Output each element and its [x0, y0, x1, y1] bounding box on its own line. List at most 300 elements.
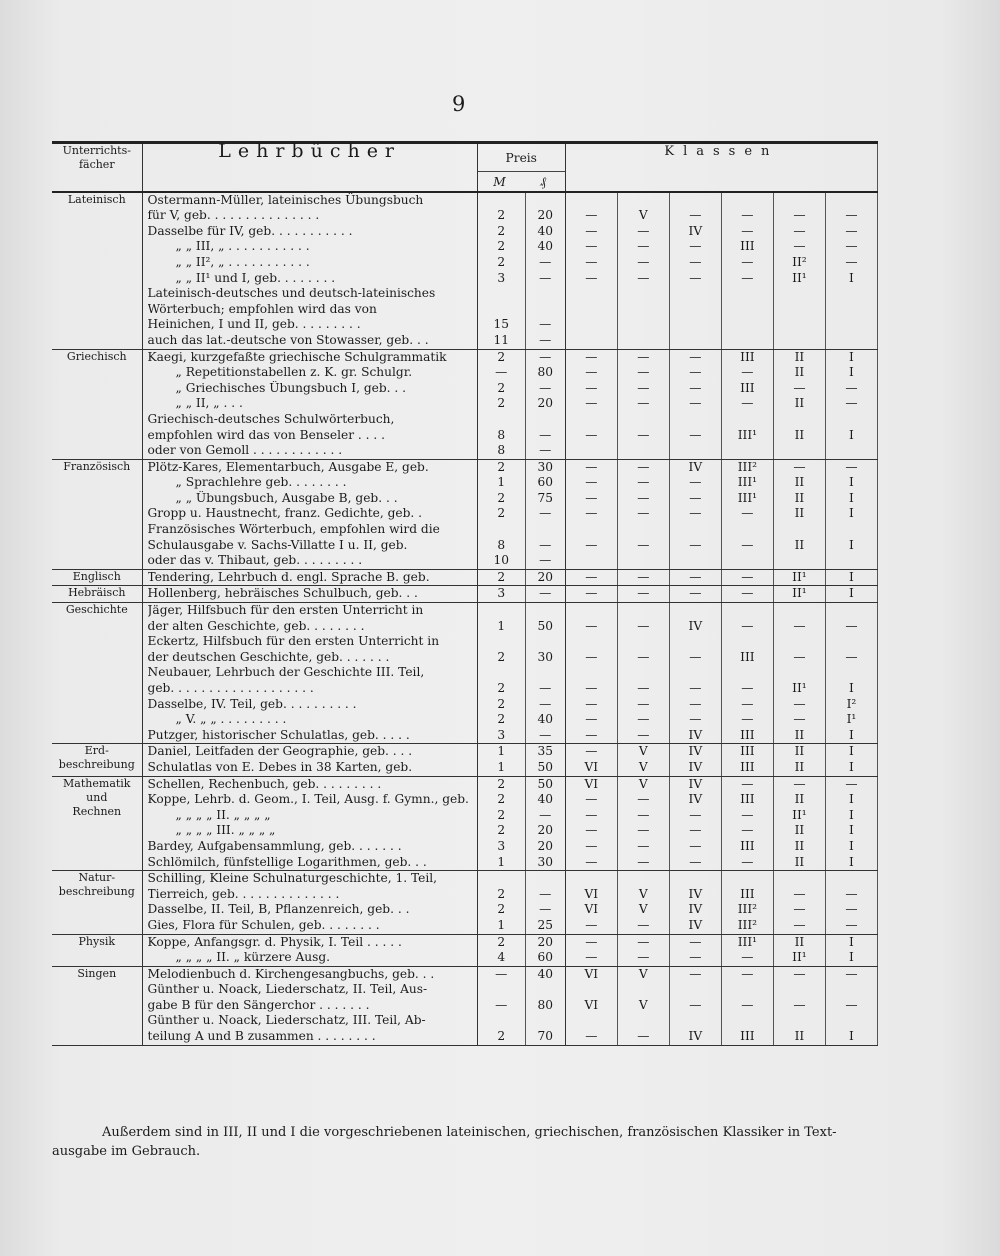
cell-value: II¹: [792, 586, 807, 601]
cell-value: V: [638, 776, 648, 791]
cell-value: —: [637, 223, 650, 238]
class-cell: [721, 586, 773, 603]
book-title-line: Gropp u. Haustnecht, franz. Gedichte, geb. .: [147, 506, 423, 521]
subject-group-row: [52, 349, 878, 459]
book-title-line: „ „ II¹ und I, geb. . . . . . . .: [175, 270, 336, 285]
cell-value: —: [689, 239, 702, 254]
cell-value: [826, 443, 877, 459]
cell-value: —: [585, 838, 598, 853]
price-mark: [477, 459, 525, 569]
cell-value: [566, 553, 617, 569]
class-cell: [617, 871, 669, 934]
cell-value: —: [741, 712, 754, 727]
cell-value: V: [638, 886, 648, 901]
cell-value: —: [793, 776, 806, 791]
price-mark: [477, 744, 525, 776]
class-cell: [565, 934, 617, 966]
book-title-line: Koppe, Lehrb. d. Geom., I. Teil, Ausg. f. Gymn., geb.: [147, 792, 469, 807]
cell-value: —: [637, 807, 650, 822]
cell-value: 11: [493, 332, 509, 347]
cell-value: 75: [537, 490, 554, 505]
cell-value: —: [741, 365, 754, 380]
cell-value: 1: [497, 744, 506, 759]
class-cell: [669, 744, 721, 776]
cell-value: I: [849, 681, 854, 695]
cell-value: 2: [497, 254, 506, 269]
cell-value: III: [740, 838, 755, 853]
cell-value: —: [689, 854, 702, 869]
cell-value: —: [845, 997, 858, 1012]
class-cell: [669, 603, 721, 744]
cell-value: —: [741, 506, 754, 521]
cell-value: V: [638, 966, 648, 981]
book-title-line: „ Repetitionstabellen z. K. gr. Schulgr.: [175, 365, 413, 380]
cell-value: 2: [497, 1029, 506, 1044]
class-cell: [565, 871, 617, 934]
cell-value: —: [495, 997, 508, 1012]
class-cell: [773, 603, 825, 744]
cell-value: —: [689, 696, 702, 711]
cell-value: —: [539, 443, 552, 458]
cell-value: 1: [497, 618, 506, 633]
book-title-line: „ Sprachlehre geb. . . . . . . .: [175, 475, 347, 490]
book-title-line: Gies, Flora für Schulen, geb. . . . . . . .: [147, 917, 380, 932]
book-titles: [142, 871, 477, 934]
class-cell: [669, 966, 721, 1045]
cell-value: I: [849, 537, 854, 552]
class-cell: [721, 776, 773, 871]
class-cell: [773, 966, 825, 1045]
cell-value: —: [637, 427, 650, 442]
book-title-line: für V, geb. . . . . . . . . . . . . . .: [147, 208, 320, 223]
price-pfennig: [525, 586, 565, 603]
header-price-label: Preis: [478, 144, 565, 172]
subject-group-row: [52, 744, 878, 776]
price-mark: [477, 603, 525, 744]
cell-value: —: [793, 997, 806, 1012]
cell-value: III²: [737, 902, 758, 917]
cell-value: V: [638, 997, 648, 1012]
cell-value: —: [689, 807, 702, 822]
cell-value: —: [637, 569, 650, 584]
cell-value: —: [539, 537, 552, 552]
cell-value: —: [689, 380, 702, 395]
price-pfennig: [525, 569, 565, 586]
cell-value: II¹: [792, 681, 807, 695]
cell-value: —: [741, 618, 754, 633]
class-cell: [669, 459, 721, 569]
cell-value: —: [741, 696, 754, 711]
class-cell: [617, 934, 669, 966]
cell-value: —: [741, 254, 754, 269]
book-title-line: Wörterbuch; empfohlen wird das von: [147, 301, 377, 316]
price-mark: [477, 871, 525, 934]
cell-value: I: [849, 427, 854, 442]
cell-value: —: [689, 365, 702, 380]
book-title-line: „ „ II, „ . . .: [175, 396, 243, 411]
header-mark-unit: M: [493, 175, 506, 189]
subject-group-row: [52, 603, 878, 744]
class-cell: [565, 569, 617, 586]
cell-value: II: [794, 934, 805, 949]
class-cell: [721, 871, 773, 934]
cell-value: —: [539, 254, 552, 269]
book-title-line: gabe B für den Sängerchor . . . . . . .: [147, 997, 370, 1012]
cell-value: —: [689, 569, 702, 584]
book-title-line: empfohlen wird das von Benseler . . . .: [147, 427, 386, 442]
book-title-line: der alten Geschichte, geb. . . . . . . .: [147, 618, 365, 633]
class-cell: [773, 569, 825, 586]
cell-value: 20: [537, 838, 554, 853]
book-titles: [142, 603, 477, 744]
class-cell: [773, 192, 825, 349]
cell-value: —: [585, 696, 598, 711]
cell-value: I: [849, 1029, 854, 1044]
class-cell: [669, 192, 721, 349]
cell-value: —: [741, 569, 754, 584]
cell-value: [670, 553, 721, 569]
class-cell: [617, 586, 669, 603]
cell-value: 2: [497, 902, 506, 917]
cell-value: 2: [497, 349, 506, 364]
book-title-line: Lateinisch-deutsches und deutsch-lateinisches: [147, 286, 436, 301]
cell-value: —: [689, 208, 702, 223]
book-titles: [142, 349, 477, 459]
cell-value: V: [638, 744, 648, 759]
cell-value: —: [741, 776, 754, 791]
cell-value: 20: [537, 934, 554, 949]
cell-value: —: [637, 823, 650, 838]
cell-value: [722, 443, 773, 459]
cell-value: III: [740, 380, 755, 395]
class-cell: [773, 871, 825, 934]
cell-value: 2: [497, 696, 506, 711]
cell-value: 1: [497, 759, 506, 774]
class-cell: [825, 966, 877, 1045]
cell-value: 10: [493, 553, 509, 568]
cell-value: —: [689, 966, 702, 981]
cell-value: 20: [537, 823, 554, 838]
cell-value: —: [689, 934, 702, 949]
book-title-line: Schilling, Kleine Schulnaturgeschichte, 1. Teil,: [147, 871, 438, 886]
cell-value: 40: [537, 792, 554, 807]
class-cell: [565, 603, 617, 744]
cell-value: [826, 553, 877, 569]
price-pfennig: [525, 603, 565, 744]
book-titles: [142, 934, 477, 966]
cell-value: —: [585, 823, 598, 838]
cell-value: I: [849, 365, 854, 380]
book-titles: [142, 192, 477, 349]
cell-value: —: [637, 475, 650, 490]
cell-value: —: [585, 380, 598, 395]
cell-value: [618, 553, 669, 569]
cell-value: —: [845, 380, 858, 395]
cell-value: —: [585, 223, 598, 238]
price-pfennig: [525, 871, 565, 934]
cell-value: [670, 443, 721, 459]
cell-value: —: [689, 349, 702, 364]
price-pfennig: [525, 934, 565, 966]
cell-value: —: [637, 681, 650, 695]
cell-value: —: [793, 239, 806, 254]
book-title-line: Dasselbe, IV. Teil, geb. . . . . . . . . .: [147, 696, 357, 711]
cell-value: II: [794, 506, 805, 521]
book-title-line: Tierreich, geb. . . . . . . . . . . . . .: [147, 886, 340, 901]
cell-value: —: [539, 506, 552, 521]
class-cell: [825, 776, 877, 871]
subject-name: Englisch: [52, 569, 142, 586]
cell-value: III²: [737, 917, 758, 932]
cell-value: 8: [497, 443, 506, 458]
class-cell: [721, 603, 773, 744]
cell-value: —: [585, 239, 598, 254]
class-cell: [825, 744, 877, 776]
cell-value: [618, 317, 669, 333]
cell-value: —: [793, 380, 806, 395]
cell-value: —: [689, 681, 702, 695]
class-cell: [565, 744, 617, 776]
cell-value: —: [585, 712, 598, 727]
cell-value: —: [585, 727, 598, 742]
book-title-line: oder von Gemoll . . . . . . . . . . . .: [147, 443, 343, 458]
cell-value: —: [845, 776, 858, 791]
book-title-line: Putzger, historischer Schulatlas, geb. . . . .: [147, 727, 410, 742]
cell-value: —: [741, 997, 754, 1012]
class-cell: [773, 586, 825, 603]
cell-value: —: [793, 696, 806, 711]
cell-value: [618, 443, 669, 459]
cell-value: —: [689, 427, 702, 442]
cell-value: —: [585, 744, 598, 759]
cell-value: —: [845, 254, 858, 269]
book-title-line: „ Griechisches Übungsbuch I, geb. . .: [175, 380, 407, 395]
cell-value: —: [585, 807, 598, 822]
price-mark: [477, 934, 525, 966]
cell-value: I: [849, 950, 854, 965]
cell-value: [722, 553, 773, 569]
cell-value: —: [585, 586, 598, 601]
cell-value: —: [689, 475, 702, 490]
price-mark: [477, 349, 525, 459]
cell-value: —: [637, 239, 650, 254]
cell-value: —: [741, 208, 754, 223]
subject-name: Hebräisch: [52, 586, 142, 603]
book-title-line: Französisches Wörterbuch, empfohlen wird die: [147, 522, 440, 537]
cell-value: —: [585, 349, 598, 364]
cell-value: —: [637, 792, 650, 807]
cell-value: II: [794, 759, 805, 774]
cell-value: —: [845, 223, 858, 238]
cell-value: —: [637, 586, 650, 601]
subject-name: Physik: [52, 934, 142, 966]
cell-value: I: [849, 475, 854, 490]
subject-group-row: [52, 459, 878, 569]
cell-value: —: [585, 475, 598, 490]
cell-value: 2: [497, 649, 506, 664]
class-cell: [617, 349, 669, 459]
price-mark: [477, 569, 525, 586]
book-title-line: Plötz-Kares, Elementarbuch, Ausgabe E, geb.: [147, 459, 429, 474]
book-title-line: Schulatlas von E. Debes in 38 Karten, geb.: [147, 759, 413, 774]
book-titles: [142, 586, 477, 603]
cell-value: II: [794, 838, 805, 853]
cell-value: 3: [497, 727, 506, 742]
cell-value: I: [849, 506, 854, 521]
cell-value: 1: [497, 917, 506, 932]
class-cell: [721, 744, 773, 776]
price-pfennig: [525, 192, 565, 349]
cell-value: I: [849, 838, 854, 853]
cell-value: —: [689, 490, 702, 505]
cell-value: 2: [497, 776, 506, 791]
cell-value: 2: [497, 792, 506, 807]
cell-value: 70: [537, 1029, 554, 1044]
cell-value: I: [849, 792, 854, 807]
cell-value: —: [585, 792, 598, 807]
cell-value: II: [794, 490, 805, 505]
cell-value: —: [637, 396, 650, 411]
cell-value: 30: [537, 649, 554, 664]
cell-value: —: [637, 727, 650, 742]
cell-value: [774, 553, 825, 569]
cell-value: II: [794, 792, 805, 807]
cell-value: VI: [584, 902, 599, 917]
cell-value: 2: [497, 807, 506, 822]
cell-value: III¹: [737, 475, 758, 490]
subject-name: Lateinisch: [52, 192, 142, 349]
cell-value: —: [637, 854, 650, 869]
class-cell: [773, 934, 825, 966]
subject-group-row: [52, 192, 878, 349]
cell-value: 2: [497, 886, 506, 901]
cell-value: [826, 317, 877, 333]
book-title-line: geb. . . . . . . . . . . . . . . . . . .: [147, 681, 314, 695]
cell-value: —: [689, 712, 702, 727]
subject-name: Geschichte: [52, 603, 142, 744]
cell-value: —: [637, 537, 650, 552]
cell-value: —: [585, 270, 598, 285]
class-cell: [721, 934, 773, 966]
cell-value: —: [585, 208, 598, 223]
subject-group-row: [52, 776, 878, 871]
cell-value: —: [689, 997, 702, 1012]
header-pfennig-unit: ₰: [539, 175, 547, 189]
cell-value: II²: [792, 254, 807, 269]
class-cell: [617, 459, 669, 569]
cell-value: —: [585, 1029, 598, 1044]
cell-value: [670, 317, 721, 333]
cell-value: II: [794, 396, 805, 411]
cell-value: II: [794, 475, 805, 490]
book-title-line: oder das v. Thibaut, geb. . . . . . . . .: [147, 553, 363, 568]
cell-value: I: [849, 823, 854, 838]
book-title-line: teilung A und B zusammen . . . . . . . .: [147, 1029, 376, 1044]
book-titles: [142, 776, 477, 871]
cell-value: 2: [497, 208, 506, 223]
price-mark: [477, 192, 525, 349]
cell-value: —: [689, 950, 702, 965]
cell-value: 2: [497, 712, 506, 727]
cell-value: II: [794, 427, 805, 442]
cell-value: [566, 317, 617, 333]
class-cell: [773, 349, 825, 459]
cell-value: —: [539, 696, 552, 711]
cell-value: III: [740, 239, 755, 254]
subject-name: Griechisch: [52, 349, 142, 459]
book-title-line: „ „ III, „ . . . . . . . . . . .: [175, 239, 310, 254]
cell-value: —: [741, 807, 754, 822]
cell-value: 2: [497, 459, 506, 474]
cell-value: I¹: [846, 712, 857, 727]
class-cell: [825, 192, 877, 349]
cell-value: —: [637, 950, 650, 965]
cell-value: —: [637, 349, 650, 364]
price-pfennig: [525, 349, 565, 459]
class-cell: [773, 776, 825, 871]
class-cell: [669, 349, 721, 459]
subject-group-row: [52, 569, 878, 586]
header-price: [477, 143, 565, 192]
book-title-line: auch das lat.-deutsche von Stowasser, geb. . .: [147, 332, 429, 347]
cell-value: 60: [537, 950, 554, 965]
cell-value: —: [495, 966, 508, 981]
subject-group-row: [52, 934, 878, 966]
cell-value: —: [793, 223, 806, 238]
cell-value: IV: [688, 759, 703, 774]
page-number: 9: [452, 92, 466, 116]
cell-value: —: [539, 727, 552, 742]
cell-value: 2: [497, 490, 506, 505]
cell-value: I: [849, 934, 854, 949]
class-cell: [565, 459, 617, 569]
cell-value: II¹: [792, 807, 807, 822]
book-title-line: Kaegi, kurzgefaßte griechische Schulgrammatik: [147, 349, 447, 364]
header-subject: Unterrichts- fächer: [52, 143, 142, 192]
book-title-line: Schulausgabe v. Sachs-Villatte I u. II, geb.: [147, 537, 408, 552]
book-titles: [142, 744, 477, 776]
class-cell: [825, 934, 877, 966]
cell-value: —: [495, 365, 508, 380]
class-cell: [617, 569, 669, 586]
cell-value: —: [539, 553, 552, 568]
subject-group-row: [52, 586, 878, 603]
cell-value: 80: [537, 997, 554, 1012]
price-pfennig: [525, 776, 565, 871]
book-title-line: der deutschen Geschichte, geb. . . . . . .: [147, 649, 390, 664]
cell-value: III²: [737, 459, 758, 474]
price-pfennig: [525, 459, 565, 569]
cell-value: —: [585, 490, 598, 505]
cell-value: [722, 333, 773, 349]
cell-value: —: [689, 396, 702, 411]
cell-value: 2: [497, 396, 506, 411]
cell-value: —: [689, 537, 702, 552]
cell-value: —: [793, 618, 806, 633]
book-title-line: Daniel, Leitfaden der Geographie, geb. . . .: [147, 744, 413, 759]
cell-value: 50: [537, 759, 554, 774]
cell-value: [566, 333, 617, 349]
cell-value: 20: [537, 569, 554, 584]
cell-value: 2: [497, 823, 506, 838]
cell-value: 4: [497, 950, 506, 965]
price-mark: [477, 586, 525, 603]
footer-note: Außerdem sind in III, II und I die vorgeschriebenen lateinischen, griechischen, französischen Klassiker in Text-ausgabe im Gebrauch.: [52, 1125, 837, 1159]
cell-value: 8: [497, 427, 506, 442]
cell-value: I: [849, 744, 854, 759]
book-title-line: Hollenberg, hebräisches Schulbuch, geb. . .: [147, 586, 418, 601]
cell-value: II: [794, 727, 805, 742]
